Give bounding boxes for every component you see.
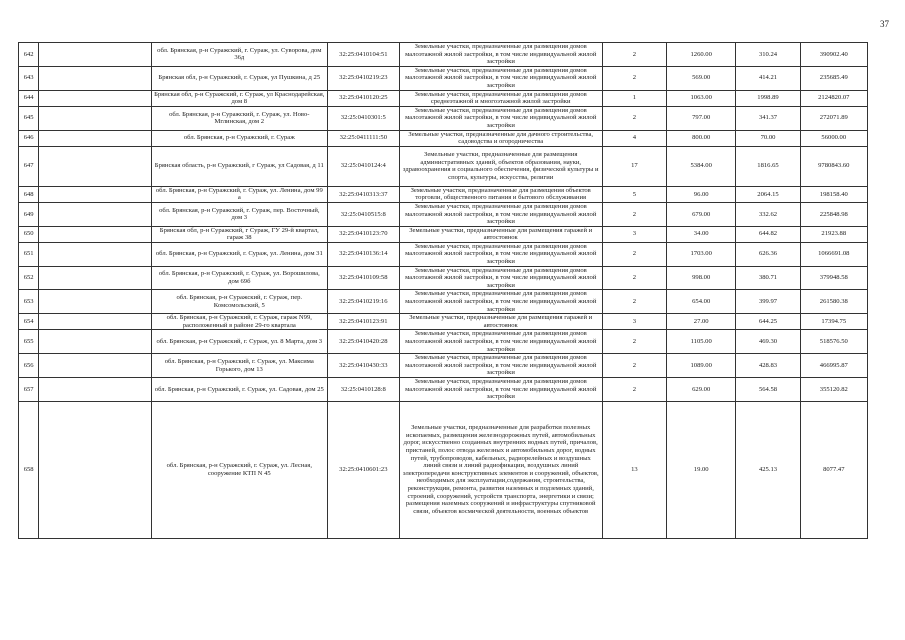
land-registry-table <box>18 42 868 539</box>
group-code-cell: 2 <box>602 290 666 314</box>
specific-value-cell: 332.62 <box>736 202 800 226</box>
specific-value-cell: 469.30 <box>736 330 800 354</box>
specific-value-cell: 70.00 <box>736 130 800 146</box>
address-cell: Брянская обл, р-н Суражский, г Сураж, ГУ 29-й квартал, гараж 38 <box>151 226 327 242</box>
specific-value-cell: 564.58 <box>736 377 800 401</box>
area-cell: 654.00 <box>666 290 736 314</box>
empty-cell <box>39 186 151 202</box>
address-cell: обл. Брянская, р-н Суражский, г. Сураж, гараж N99, расположенный в районе 29-го квартала <box>151 314 327 330</box>
table-row <box>19 66 868 90</box>
specific-value-cell: 644.82 <box>736 226 800 242</box>
address-cell: обл. Брянская, р-н Суражский, г. Сураж, пер. Комсомольский, 5 <box>151 290 327 314</box>
empty-cell <box>39 202 151 226</box>
address-cell: обл. Брянская, р-н Суражский, г. Сураж, ул. Ленина, дом 31 <box>151 242 327 266</box>
row-number: 655 <box>19 330 39 354</box>
row-number: 653 <box>19 290 39 314</box>
table-row <box>19 330 868 354</box>
permitted-use-cell: Земельные участки, предназначенные для разработки полезных ископаемых, размещения железнодорожных путей, автомобильных дорог, искусственно созданных внутренних водных путей, причалов, пристаней, полос отвода железных и автомобильных дорог, водных путей, трубопроводов, кабельных, радиорелейных и воздушных линий связи и линий радиофикации, воздушных линий электропередачи конструктивных элементов и сооружений, объектов, необходимых для эксплуатации,содержания, строительства, реконструкции, ремонта, развития наземных и подземных зданий, строений, сооружений, устройств транспорта, энергетики и связи; размещения наземных сооружений и инфраструктуры спутниковой связи, объектов космической деятельности, военных объектов <box>399 401 602 538</box>
area-cell: 1105.00 <box>666 330 736 354</box>
row-number: 654 <box>19 314 39 330</box>
cadastral-number-cell: 32:25:0410219:23 <box>328 66 400 90</box>
table-row <box>19 377 868 401</box>
empty-cell <box>39 43 151 67</box>
row-number: 650 <box>19 226 39 242</box>
table-row <box>19 242 868 266</box>
area-cell: 679.00 <box>666 202 736 226</box>
table-body <box>19 43 868 539</box>
cadastral-value-cell: 8077.47 <box>800 401 867 538</box>
group-code-cell: 2 <box>602 106 666 130</box>
table-row <box>19 266 868 290</box>
empty-cell <box>39 377 151 401</box>
specific-value-cell: 1816.65 <box>736 146 800 186</box>
address-cell: обл. Брянская, р-н Суражский, г. Сураж, ул. Ново-Мглинская, дом 2 <box>151 106 327 130</box>
table-row <box>19 401 868 538</box>
cadastral-value-cell: 379948.58 <box>800 266 867 290</box>
address-cell: обл. Брянская, р-н Суражский, г. Сураж, ул. Максима Горького, дом 13 <box>151 354 327 378</box>
area-cell: 629.00 <box>666 377 736 401</box>
cadastral-number-cell: 32:25:0410601:23 <box>328 401 400 538</box>
row-number: 656 <box>19 354 39 378</box>
empty-cell <box>39 66 151 90</box>
table-row <box>19 146 868 186</box>
cadastral-value-cell: 390902.40 <box>800 43 867 67</box>
specific-value-cell: 399.97 <box>736 290 800 314</box>
group-code-cell: 3 <box>602 314 666 330</box>
address-cell: обл. Брянская, р-н Суражский, г. Сураж <box>151 130 327 146</box>
row-number: 651 <box>19 242 39 266</box>
address-cell: обл. Брянская, р-н Суражский, г. Сураж, ул. 8 Марта, дом 3 <box>151 330 327 354</box>
row-number: 646 <box>19 130 39 146</box>
table-row <box>19 314 868 330</box>
address-cell: обл. Брянская, р-н Суражский, г. Сураж, пер. Восточный, дом 3 <box>151 202 327 226</box>
cadastral-number-cell: 32:25:0410104:51 <box>328 43 400 67</box>
cadastral-value-cell: 198158.40 <box>800 186 867 202</box>
area-cell: 1260.00 <box>666 43 736 67</box>
area-cell: 34.00 <box>666 226 736 242</box>
cadastral-number-cell: 32:25:0410219:16 <box>328 290 400 314</box>
table-row <box>19 130 868 146</box>
cadastral-value-cell: 17394.75 <box>800 314 867 330</box>
cadastral-number-cell: 32:25:0410420:28 <box>328 330 400 354</box>
empty-cell <box>39 354 151 378</box>
area-cell: 998.00 <box>666 266 736 290</box>
permitted-use-cell: Земельные участки, предназначенные для дачного строительства, садоводства и огородничества <box>399 130 602 146</box>
group-code-cell: 2 <box>602 330 666 354</box>
group-code-cell: 17 <box>602 146 666 186</box>
cadastral-number-cell: 32:25:0410313:37 <box>328 186 400 202</box>
cadastral-number-cell: 32:25:0410124:4 <box>328 146 400 186</box>
group-code-cell: 4 <box>602 130 666 146</box>
table-row <box>19 186 868 202</box>
table-row <box>19 226 868 242</box>
cadastral-value-cell: 56000.00 <box>800 130 867 146</box>
page-number: 37 <box>880 19 889 29</box>
cadastral-number-cell: 32:25:0410136:14 <box>328 242 400 266</box>
row-number: 648 <box>19 186 39 202</box>
area-cell: 800.00 <box>666 130 736 146</box>
table-row <box>19 290 868 314</box>
empty-cell <box>39 146 151 186</box>
cadastral-value-cell: 466995.87 <box>800 354 867 378</box>
empty-cell <box>39 106 151 130</box>
group-code-cell: 3 <box>602 226 666 242</box>
permitted-use-cell: Земельные участки, предназначенные для размещения домов малоэтажной жилой застройки, в том числе индивидуальной жилой застройки <box>399 266 602 290</box>
cadastral-number-cell: 32:25:0410120:25 <box>328 90 400 106</box>
group-code-cell: 2 <box>602 66 666 90</box>
empty-cell <box>39 130 151 146</box>
empty-cell <box>39 90 151 106</box>
row-number: 652 <box>19 266 39 290</box>
specific-value-cell: 1998.89 <box>736 90 800 106</box>
area-cell: 19.00 <box>666 401 736 538</box>
empty-cell <box>39 226 151 242</box>
empty-cell <box>39 242 151 266</box>
address-cell: обл. Брянская, р-н Суражский, г. Сураж, ул. Ворошилова, дом 69б <box>151 266 327 290</box>
cadastral-value-cell: 355120.82 <box>800 377 867 401</box>
cadastral-value-cell: 2124820.07 <box>800 90 867 106</box>
specific-value-cell: 2064.15 <box>736 186 800 202</box>
permitted-use-cell: Земельные участки, предназначенные для размещения домов малоэтажной жилой застройки, в том числе индивидуальной жилой застройки <box>399 330 602 354</box>
address-cell: Брянская область, р-н Суражский, г Сураж, ул Садовая, д 11 <box>151 146 327 186</box>
specific-value-cell: 425.13 <box>736 401 800 538</box>
permitted-use-cell: Земельные участки, предназначенные для размещения домов малоэтажной жилой застройки, в том числе индивидуальной жилой застройки <box>399 202 602 226</box>
permitted-use-cell: Земельные участки, предназначенные для размещения домов малоэтажной жилой застройки, в том числе индивидуальной жилой застройки <box>399 354 602 378</box>
row-number: 657 <box>19 377 39 401</box>
table-row <box>19 90 868 106</box>
cadastral-number-cell: 32:25:0411111:50 <box>328 130 400 146</box>
row-number: 645 <box>19 106 39 130</box>
specific-value-cell: 341.37 <box>736 106 800 130</box>
area-cell: 96.00 <box>666 186 736 202</box>
permitted-use-cell: Земельные участки, предназначенные для размещения гаражей и автостоянок <box>399 226 602 242</box>
area-cell: 1703.00 <box>666 242 736 266</box>
empty-cell <box>39 314 151 330</box>
address-cell: Брянская обл, р-н Суражский, г. Сураж, ул Краснодарейская, дом 8 <box>151 90 327 106</box>
area-cell: 569.00 <box>666 66 736 90</box>
area-cell: 27.00 <box>666 314 736 330</box>
empty-cell <box>39 290 151 314</box>
permitted-use-cell: Земельные участки, предназначенные для размещения объектов торговли, общественного питания и бытового обслуживания <box>399 186 602 202</box>
area-cell: 1063.00 <box>666 90 736 106</box>
permitted-use-cell: Земельные участки, предназначенные для размещения домов малоэтажной жилой застройки, в том числе индивидуальной жилой застройки <box>399 377 602 401</box>
row-number: 643 <box>19 66 39 90</box>
group-code-cell: 5 <box>602 186 666 202</box>
permitted-use-cell: Земельные участки, предназначенные для размещения домов малоэтажной жилой застройки, в том числе индивидуальной жилой застройки <box>399 43 602 67</box>
area-cell: 797.00 <box>666 106 736 130</box>
specific-value-cell: 310.24 <box>736 43 800 67</box>
cadastral-number-cell: 32:25:0410515:8 <box>328 202 400 226</box>
cadastral-value-cell: 235685.49 <box>800 66 867 90</box>
group-code-cell: 13 <box>602 401 666 538</box>
area-cell: 5384.00 <box>666 146 736 186</box>
table-row <box>19 106 868 130</box>
group-code-cell: 2 <box>602 377 666 401</box>
empty-cell <box>39 266 151 290</box>
group-code-cell: 2 <box>602 242 666 266</box>
cadastral-value-cell: 1066691.08 <box>800 242 867 266</box>
row-number: 644 <box>19 90 39 106</box>
group-code-cell: 1 <box>602 90 666 106</box>
address-cell: Брянская обл, р-н Суражский, г. Сураж, ул Пушкина, д 25 <box>151 66 327 90</box>
address-cell: обл. Брянская, р-н Суражский, г. Сураж, ул. Садовая, дом 25 <box>151 377 327 401</box>
cadastral-value-cell: 9780843.60 <box>800 146 867 186</box>
specific-value-cell: 428.83 <box>736 354 800 378</box>
group-code-cell: 2 <box>602 354 666 378</box>
address-cell: обл. Брянская, р-н Суражский, г. Сураж, ул. Лесная, сооружение КТП N 45 <box>151 401 327 538</box>
cadastral-value-cell: 21923.88 <box>800 226 867 242</box>
row-number: 658 <box>19 401 39 538</box>
cadastral-number-cell: 32:25:0410123:91 <box>328 314 400 330</box>
address-cell: обл. Брянская, р-н Суражский, г. Сураж, ул. Суворова, дом 36д <box>151 43 327 67</box>
permitted-use-cell: Земельные участки, предназначенные для размещения домов малоэтажной жилой застройки, в том числе индивидуальной жилой застройки <box>399 290 602 314</box>
address-cell: обл. Брянская, р-н Суражский, г. Сураж, ул. Ленина, дом 99 а <box>151 186 327 202</box>
specific-value-cell: 626.36 <box>736 242 800 266</box>
cadastral-number-cell: 32:25:0410123:70 <box>328 226 400 242</box>
table-row <box>19 43 868 67</box>
row-number: 647 <box>19 146 39 186</box>
specific-value-cell: 644.25 <box>736 314 800 330</box>
permitted-use-cell: Земельные участки, предназначенные для размещения административных зданий, объектов образования, науки, здравоохранения и социального обеспечения, физической культуры и спорта, культуры, искусства, религии <box>399 146 602 186</box>
cadastral-value-cell: 225848.98 <box>800 202 867 226</box>
row-number: 649 <box>19 202 39 226</box>
group-code-cell: 2 <box>602 43 666 67</box>
cadastral-value-cell: 261580.38 <box>800 290 867 314</box>
permitted-use-cell: Земельные участки, предназначенные для размещения домов среднеэтажной и многоэтажной жилой застройки <box>399 90 602 106</box>
permitted-use-cell: Земельные участки, предназначенные для размещения домов малоэтажной жилой застройки, в том числе индивидуальной жилой застройки <box>399 106 602 130</box>
row-number: 642 <box>19 43 39 67</box>
cadastral-value-cell: 272071.89 <box>800 106 867 130</box>
empty-cell <box>39 330 151 354</box>
empty-cell <box>39 401 151 538</box>
permitted-use-cell: Земельные участки, предназначенные для размещения гаражей и автостоянок <box>399 314 602 330</box>
group-code-cell: 2 <box>602 202 666 226</box>
specific-value-cell: 380.71 <box>736 266 800 290</box>
cadastral-value-cell: 518576.50 <box>800 330 867 354</box>
cadastral-number-cell: 32:25:0410128:8 <box>328 377 400 401</box>
table-row <box>19 354 868 378</box>
group-code-cell: 2 <box>602 266 666 290</box>
permitted-use-cell: Земельные участки, предназначенные для размещения домов малоэтажной жилой застройки, в том числе индивидуальной жилой застройки <box>399 242 602 266</box>
permitted-use-cell: Земельные участки, предназначенные для размещения домов малоэтажной жилой застройки, в том числе индивидуальной жилой застройки <box>399 66 602 90</box>
specific-value-cell: 414.21 <box>736 66 800 90</box>
cadastral-number-cell: 32:25:0410109:58 <box>328 266 400 290</box>
area-cell: 1089.00 <box>666 354 736 378</box>
cadastral-number-cell: 32:25:0410301:5 <box>328 106 400 130</box>
cadastral-number-cell: 32:25:0410430:33 <box>328 354 400 378</box>
table-row <box>19 202 868 226</box>
